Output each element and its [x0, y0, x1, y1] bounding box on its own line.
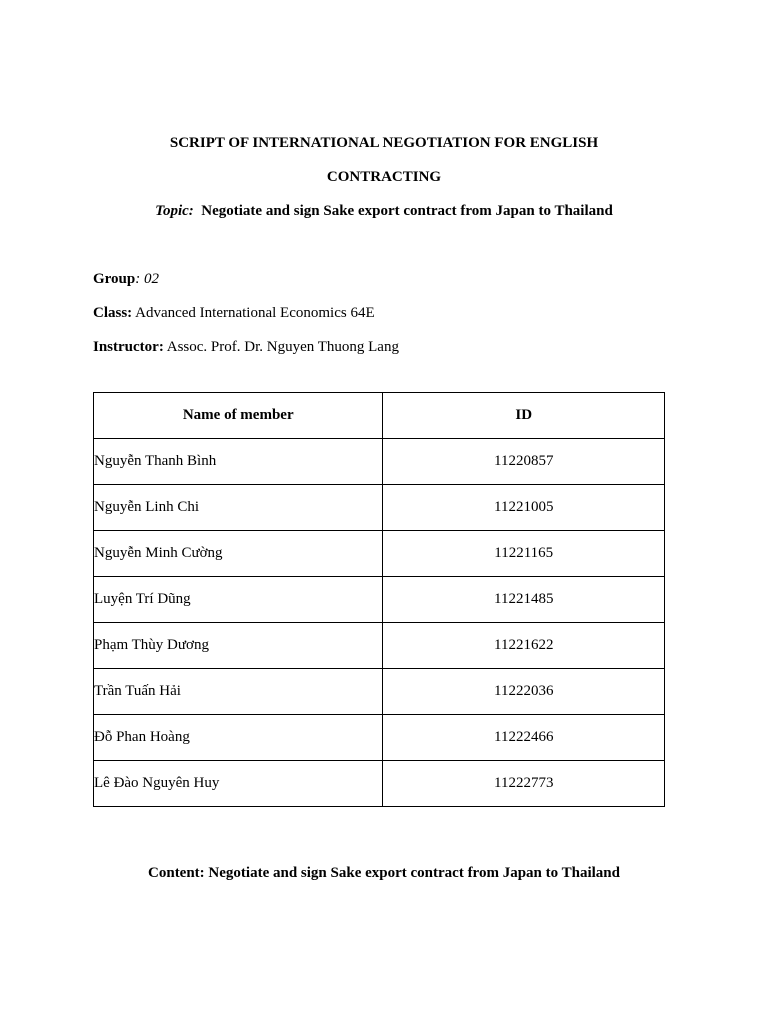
- header-id: ID: [383, 393, 665, 439]
- member-name: Nguyễn Linh Chi: [94, 485, 383, 531]
- table-header-row: [94, 393, 665, 439]
- member-name: Đỗ Phan Hoàng: [94, 715, 383, 761]
- table-row: [94, 439, 665, 485]
- member-name: Luyện Trí Dũng: [94, 577, 383, 623]
- table-row: [94, 623, 665, 669]
- member-id: 11220857: [383, 439, 665, 485]
- member-name: Nguyễn Minh Cường: [94, 531, 383, 577]
- member-name: Phạm Thùy Dương: [94, 623, 383, 669]
- document-title-line-2: CONTRACTING: [326, 169, 442, 185]
- member-id: 11222036: [383, 669, 665, 715]
- group-line: [93, 271, 159, 288]
- content-heading: Content: Negotiate and sign Sake export contract from Japan to Thailand: [148, 865, 620, 881]
- instructor-label: Instructor:: [93, 339, 164, 355]
- group-label: Group: [93, 271, 136, 287]
- class-line: [93, 305, 375, 322]
- table-row: [94, 485, 665, 531]
- table-row: [94, 531, 665, 577]
- instructor-value: Assoc. Prof. Dr. Nguyen Thuong Lang: [166, 339, 399, 355]
- member-id: 11221165: [383, 531, 665, 577]
- instructor-line: [93, 339, 399, 356]
- group-value: : 02: [135, 271, 159, 287]
- document-title-line-1: SCRIPT OF INTERNATIONAL NEGOTIATION FOR ENGLISH: [169, 135, 599, 151]
- member-id: 11221485: [383, 577, 665, 623]
- member-id: 11221622: [383, 623, 665, 669]
- member-name: Nguyễn Thanh Bình: [94, 439, 383, 485]
- topic-text: Negotiate and sign Sake export contract from Japan to Thailand: [201, 203, 613, 219]
- table-row: [94, 669, 665, 715]
- table-row: [94, 577, 665, 623]
- table-row: [94, 761, 665, 807]
- member-name: Lê Đào Nguyên Huy: [94, 761, 383, 807]
- class-label: Class:: [93, 305, 133, 321]
- topic-line: [0, 203, 768, 220]
- topic-label: Topic:: [155, 203, 194, 219]
- header-name-of-member: Name of member: [94, 393, 383, 439]
- member-name: Trần Tuấn Hải: [94, 669, 383, 715]
- member-id: 11221005: [383, 485, 665, 531]
- table-row: [94, 715, 665, 761]
- member-id: 11222773: [383, 761, 665, 807]
- members-table: [93, 392, 665, 807]
- class-value: Advanced International Economics 64E: [135, 305, 375, 321]
- member-id: 11222466: [383, 715, 665, 761]
